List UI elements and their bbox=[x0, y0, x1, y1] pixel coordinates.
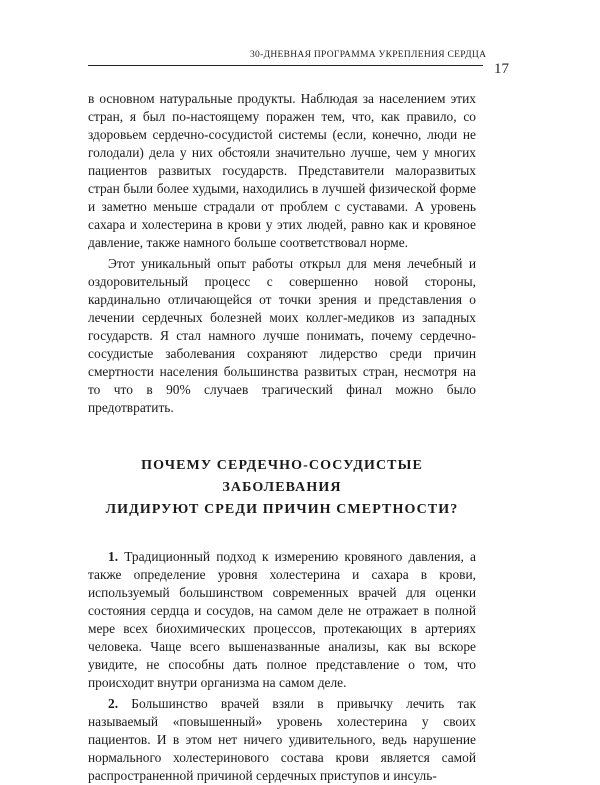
header-rule bbox=[88, 65, 483, 66]
paragraph: в основном натуральные продукты. Наблюдая за населением этих стран, я был по-настоящему поражен тем, что, как правило, со здоровьем сердечно-сосудистой системы (если, конечно, люди не голодали) дела у них обстояли значительно лучше, чем у многих пациентов развитых государств. Представители малоразвитых стран были более худыми, находились в лучшей физической форме и заметно меньше страдали от проблем с суставами. А уровень сахара и холестерина в крови у этих людей, равно как и кровяное давление, также намного больше соответствовал норме. bbox=[88, 91, 476, 250]
item-number: 1. bbox=[108, 549, 119, 564]
paragraph: Этот уникальный опыт работы открыл для меня лечебный и оздоровительный процесс с совершенно новой стороны, кардинально отличающейся от точки зрения и представления о лечении сердечных болезней моих коллег-медиков из западных государств. Я стал намного лучше понимать, почему сердечно-сосудистые заболевания сохраняют лидерство среди причин смертности населения большинства развитых стран, несмотря на то что в 90% случаев трагический финал можно было предотвратить. bbox=[88, 256, 476, 415]
numbered-item bbox=[88, 548, 476, 692]
item-text: Большинство врачей взяли в привычку лечить так называемый «повышенный» уровень холестерина у своих пациентов. И в этом нет ничего удивительного, ведь нарушение нормального холестеринового состава крови является самой распространенной причиной сердечных приступов и инсуль- bbox=[88, 696, 476, 783]
section-heading-line: ПОЧЕМУ СЕРДЕЧНО-СОСУДИСТЫЕ ЗАБОЛЕВАНИЯ bbox=[141, 458, 423, 495]
section-heading-line: ЛИДИРУЮТ СРЕДИ ПРИЧИН СМЕРТНОСТИ? bbox=[105, 502, 459, 517]
running-head: 30-ДНЕВНАЯ ПРОГРАММА УКРЕПЛЕНИЯ СЕРДЦА bbox=[250, 50, 487, 60]
body-text bbox=[88, 90, 476, 785]
item-number: 2. bbox=[108, 696, 119, 711]
numbered-item bbox=[88, 695, 476, 785]
page-number: 17 bbox=[494, 61, 509, 77]
section-heading bbox=[88, 455, 476, 521]
item-text: Традиционный подход к измерению кровяного давления, а также определение уровня холестерина и сахара в крови, используемый большинством современных врачей для оценки состояния сердца и сосудов, на самом деле не отражает в полной мере всех биохимических процессов, протекающих в артериях человека. Чаще всего вышеназванные анализы, как вы вскоре увидите, не способны дать полное представление о том, что происходит внутри организма на самом деле. bbox=[88, 549, 476, 690]
